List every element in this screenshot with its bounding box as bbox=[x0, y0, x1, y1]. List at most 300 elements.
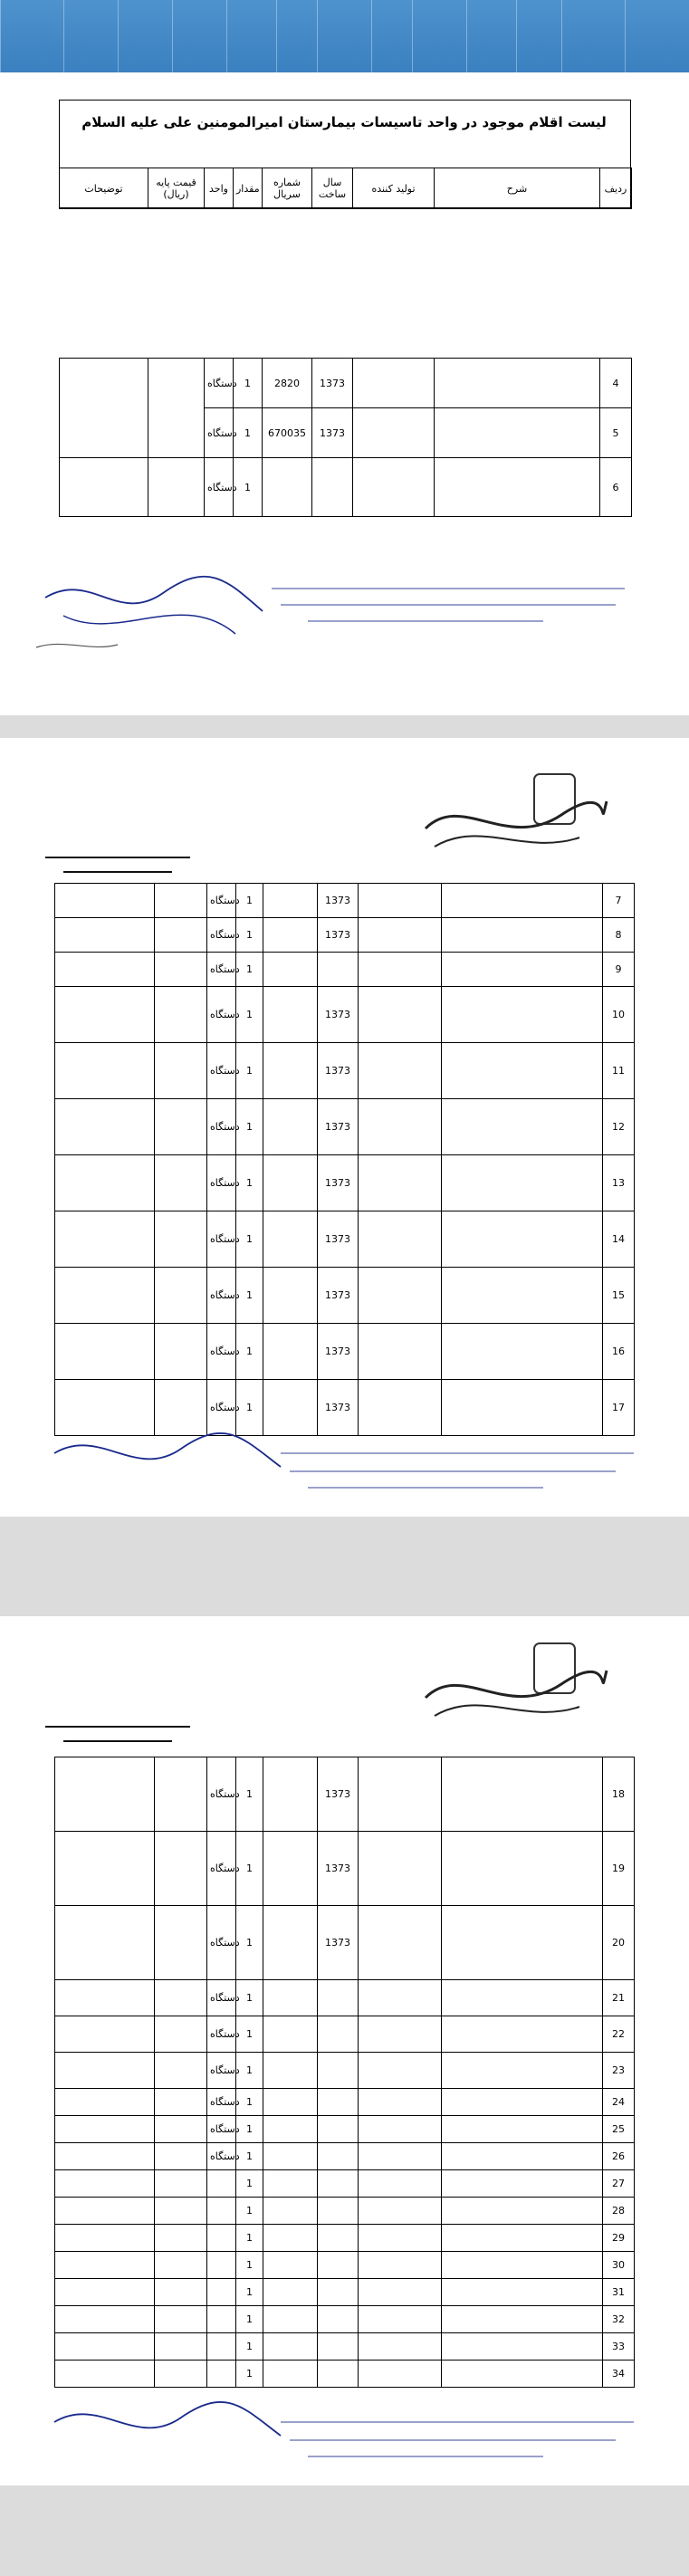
cell-unit: دستگاه bbox=[207, 1906, 236, 1980]
cell-unit: دستگاه bbox=[207, 1268, 236, 1324]
cell-serial bbox=[263, 2116, 318, 2143]
cell-qty: 1 bbox=[236, 2143, 263, 2170]
cell-serial bbox=[263, 1155, 318, 1211]
cell-maker bbox=[359, 2306, 442, 2333]
cell-serial bbox=[263, 2252, 318, 2279]
cell-qty: 1 bbox=[236, 918, 263, 953]
cell-qty: 1 bbox=[236, 2279, 263, 2306]
cell-qty: 1 bbox=[236, 2252, 263, 2279]
cell-maker bbox=[359, 2143, 442, 2170]
cell-qty: 1 bbox=[236, 2116, 263, 2143]
cell-unit: دستگاه bbox=[207, 1099, 236, 1155]
cell-maker bbox=[359, 1324, 442, 1380]
cell-unit: دستگاه bbox=[207, 2143, 236, 2170]
cell-year: 1373 bbox=[318, 1906, 359, 1980]
cell-price bbox=[155, 1757, 207, 1832]
col-serial: شماره سریال bbox=[263, 168, 312, 209]
cell-n: 14 bbox=[603, 1211, 635, 1268]
cell-maker bbox=[359, 1043, 442, 1099]
table-row bbox=[55, 2333, 635, 2361]
cell-price bbox=[155, 1980, 207, 2016]
cell-qty: 1 bbox=[236, 1980, 263, 2016]
cell-serial bbox=[263, 1980, 318, 2016]
cell-unit: دستگاه bbox=[207, 918, 236, 953]
cell-year bbox=[318, 2333, 359, 2361]
cell-maker bbox=[359, 987, 442, 1043]
cell-n: 20 bbox=[603, 1906, 635, 1980]
cell-qty: 1 bbox=[236, 1757, 263, 1832]
cell-desc bbox=[442, 2143, 603, 2170]
cell-note bbox=[55, 1980, 155, 2016]
cell-unit bbox=[207, 2225, 236, 2252]
cell-n: 25 bbox=[603, 2116, 635, 2143]
cell-year bbox=[318, 2361, 359, 2388]
cell-year bbox=[318, 2089, 359, 2116]
cell-note bbox=[55, 953, 155, 987]
cell-maker bbox=[359, 2053, 442, 2089]
cell-year bbox=[318, 2143, 359, 2170]
table-row bbox=[55, 1980, 635, 2016]
col-maker: تولید کننده bbox=[353, 168, 435, 209]
cell-desc bbox=[442, 1832, 603, 1906]
cell-maker bbox=[359, 1099, 442, 1155]
signature-stamp bbox=[36, 561, 652, 661]
cell-qty: 1 bbox=[236, 1211, 263, 1268]
cell-year: 1373 bbox=[318, 1099, 359, 1155]
items-table bbox=[54, 1757, 635, 2388]
cell-price bbox=[155, 1324, 207, 1380]
cell-price bbox=[155, 2089, 207, 2116]
cell-year bbox=[318, 2225, 359, 2252]
cell-maker bbox=[359, 2225, 442, 2252]
cell-year: 1373 bbox=[318, 1211, 359, 1268]
cell-unit: دستگاه bbox=[207, 1155, 236, 1211]
col-year: سال ساخت bbox=[312, 168, 353, 209]
cell-year: 1373 bbox=[318, 1155, 359, 1211]
cell-serial bbox=[263, 1757, 318, 1832]
cell-qty: 1 bbox=[236, 1043, 263, 1099]
cell-note bbox=[55, 1211, 155, 1268]
table-row bbox=[55, 987, 635, 1043]
cell-n: 11 bbox=[603, 1043, 635, 1099]
cell-qty: 1 bbox=[236, 1155, 263, 1211]
cell-desc bbox=[442, 2333, 603, 2361]
stamp-text bbox=[36, 1716, 199, 1752]
cell-serial bbox=[263, 2053, 318, 2089]
table-row: دستگاه 1 2820 1373 4 bbox=[60, 359, 632, 408]
cell-desc bbox=[442, 2116, 603, 2143]
cell-n: 27 bbox=[603, 2170, 635, 2198]
table-row bbox=[55, 1099, 635, 1155]
table-row bbox=[55, 1832, 635, 1906]
cell-serial bbox=[263, 1832, 318, 1906]
cell-qty: 1 bbox=[236, 2361, 263, 2388]
cell-serial bbox=[263, 987, 318, 1043]
cell-unit bbox=[207, 2198, 236, 2225]
cell-desc bbox=[442, 1757, 603, 1832]
cell-desc bbox=[442, 1155, 603, 1211]
cell-price bbox=[155, 1155, 207, 1211]
cell-unit bbox=[207, 2279, 236, 2306]
cell-qty: 1 bbox=[236, 1906, 263, 1980]
cell-desc bbox=[442, 1268, 603, 1324]
cell-price bbox=[155, 2116, 207, 2143]
cell-qty: 1 bbox=[236, 2089, 263, 2116]
cell-desc bbox=[442, 1099, 603, 1155]
table-row bbox=[55, 2306, 635, 2333]
cell-unit: دستگاه bbox=[207, 2053, 236, 2089]
cell-qty: 1 bbox=[236, 1324, 263, 1380]
cell-serial bbox=[263, 1099, 318, 1155]
cell-note bbox=[55, 2306, 155, 2333]
cell-unit: دستگاه bbox=[207, 1324, 236, 1380]
cell-price bbox=[155, 884, 207, 918]
cell-note bbox=[55, 2089, 155, 2116]
col-notes: توضیحات bbox=[60, 168, 148, 209]
cell-maker bbox=[359, 2016, 442, 2053]
table-row bbox=[55, 1268, 635, 1324]
cell-year bbox=[318, 2170, 359, 2198]
cell-n: 17 bbox=[603, 1380, 635, 1436]
cell-unit: دستگاه bbox=[207, 884, 236, 918]
cell-year bbox=[318, 2116, 359, 2143]
cell-price bbox=[155, 2225, 207, 2252]
cell-maker bbox=[359, 2333, 442, 2361]
cell-n: 28 bbox=[603, 2198, 635, 2225]
items-table-body bbox=[59, 358, 632, 517]
cell-maker bbox=[359, 2116, 442, 2143]
cell-unit bbox=[207, 2252, 236, 2279]
cell-serial bbox=[263, 1043, 318, 1099]
cell-note bbox=[55, 2116, 155, 2143]
cell-year bbox=[318, 2252, 359, 2279]
cell-note bbox=[55, 1043, 155, 1099]
cell-qty: 1 bbox=[236, 1832, 263, 1906]
cell-maker bbox=[359, 1832, 442, 1906]
cell-n: 7 bbox=[603, 884, 635, 918]
table-row bbox=[55, 1211, 635, 1268]
page-title: لیست اقلام موجود در واحد تاسیسات بیمارستان امیرالمومنین علی علیه السلام bbox=[81, 114, 607, 130]
cell-note bbox=[55, 884, 155, 918]
cell-desc bbox=[442, 918, 603, 953]
table-row bbox=[55, 2116, 635, 2143]
page-2 bbox=[0, 738, 689, 1517]
signature-stamp bbox=[36, 1426, 652, 1508]
cell-serial bbox=[263, 918, 318, 953]
cell-year: 1373 bbox=[318, 1832, 359, 1906]
cell-serial bbox=[263, 2333, 318, 2361]
table-row bbox=[55, 2198, 635, 2225]
cell-serial bbox=[263, 2279, 318, 2306]
cell-qty: 1 bbox=[236, 2016, 263, 2053]
cell-price bbox=[155, 2143, 207, 2170]
cell-maker bbox=[359, 2089, 442, 2116]
cell-year bbox=[318, 2306, 359, 2333]
cell-n: 13 bbox=[603, 1155, 635, 1211]
cell-n: 21 bbox=[603, 1980, 635, 2016]
cell-desc bbox=[442, 987, 603, 1043]
cell-qty: 1 bbox=[236, 953, 263, 987]
col-unit: واحد bbox=[205, 168, 234, 209]
cell-qty: 1 bbox=[236, 2225, 263, 2252]
cell-maker bbox=[359, 918, 442, 953]
cell-unit: دستگاه bbox=[207, 1043, 236, 1099]
cell-year: 1373 bbox=[318, 1324, 359, 1380]
items-table-header bbox=[59, 168, 632, 209]
cell-n: 34 bbox=[603, 2361, 635, 2388]
table-row bbox=[55, 2170, 635, 2198]
cell-year: 1373 bbox=[318, 1757, 359, 1832]
cell-price bbox=[155, 2252, 207, 2279]
col-row-num: ردیف bbox=[600, 168, 632, 209]
cell-n: 33 bbox=[603, 2333, 635, 2361]
cell-year bbox=[318, 2198, 359, 2225]
cell-maker bbox=[359, 2361, 442, 2388]
cell-price bbox=[155, 2333, 207, 2361]
cell-note bbox=[55, 1757, 155, 1832]
cell-price bbox=[155, 1832, 207, 1906]
cell-unit: دستگاه bbox=[207, 2089, 236, 2116]
cell-n: 8 bbox=[603, 918, 635, 953]
cell-serial bbox=[263, 2198, 318, 2225]
cell-n: 30 bbox=[603, 2252, 635, 2279]
cell-desc bbox=[442, 2089, 603, 2116]
cell-serial bbox=[263, 953, 318, 987]
table-row: دستگاه 1 6 bbox=[60, 458, 632, 517]
cell-qty: 1 bbox=[236, 2198, 263, 2225]
table-row bbox=[55, 2225, 635, 2252]
cell-note bbox=[55, 1268, 155, 1324]
cell-serial bbox=[263, 2016, 318, 2053]
cell-year: 1373 bbox=[318, 918, 359, 953]
cell-desc bbox=[442, 1043, 603, 1099]
col-price: قیمت پایه (ریال) bbox=[148, 168, 205, 209]
cell-unit: دستگاه bbox=[207, 1757, 236, 1832]
table-row bbox=[55, 1155, 635, 1211]
cell-price bbox=[155, 1043, 207, 1099]
cell-year: 1373 bbox=[318, 1043, 359, 1099]
cell-note bbox=[55, 2170, 155, 2198]
cell-serial bbox=[263, 2225, 318, 2252]
cell-note bbox=[55, 987, 155, 1043]
cell-note bbox=[55, 2016, 155, 2053]
cell-n: 24 bbox=[603, 2089, 635, 2116]
cell-qty: 1 bbox=[236, 987, 263, 1043]
university-logo bbox=[426, 765, 607, 865]
table-row bbox=[55, 2252, 635, 2279]
cell-unit: دستگاه bbox=[207, 2116, 236, 2143]
cell-serial bbox=[263, 1268, 318, 1324]
cell-n: 18 bbox=[603, 1757, 635, 1832]
table-row bbox=[55, 918, 635, 953]
cell-n: 29 bbox=[603, 2225, 635, 2252]
cell-price bbox=[155, 918, 207, 953]
cell-price bbox=[155, 1268, 207, 1324]
cell-unit bbox=[207, 2333, 236, 2361]
cell-desc bbox=[442, 1906, 603, 1980]
table-row: دستگاه 1 670035 1373 5 bbox=[60, 408, 632, 458]
col-desc: شرح bbox=[435, 168, 600, 209]
cell-maker bbox=[359, 1268, 442, 1324]
cell-n: 16 bbox=[603, 1324, 635, 1380]
cell-price bbox=[155, 1099, 207, 1155]
cell-serial bbox=[263, 2361, 318, 2388]
table-row bbox=[55, 2143, 635, 2170]
cell-maker bbox=[359, 2170, 442, 2198]
cell-year bbox=[318, 2016, 359, 2053]
cell-desc bbox=[442, 1211, 603, 1268]
cell-qty: 1 bbox=[236, 2053, 263, 2089]
table-row bbox=[55, 2089, 635, 2116]
cell-note bbox=[55, 2053, 155, 2089]
table-row bbox=[55, 1043, 635, 1099]
items-table bbox=[54, 883, 635, 1436]
stamp-text bbox=[36, 847, 199, 883]
cell-n: 9 bbox=[603, 953, 635, 987]
cell-n: 12 bbox=[603, 1099, 635, 1155]
cell-maker bbox=[359, 953, 442, 987]
cell-desc bbox=[442, 1324, 603, 1380]
cell-price bbox=[155, 2198, 207, 2225]
cell-n: 10 bbox=[603, 987, 635, 1043]
cell-unit bbox=[207, 2361, 236, 2388]
table-row bbox=[55, 2053, 635, 2089]
page-1 bbox=[0, 0, 689, 715]
cell-n: 23 bbox=[603, 2053, 635, 2089]
cell-serial bbox=[263, 2089, 318, 2116]
table-row bbox=[55, 2361, 635, 2388]
cell-desc bbox=[442, 953, 603, 987]
cell-serial bbox=[263, 2143, 318, 2170]
cell-desc bbox=[442, 2252, 603, 2279]
cell-serial bbox=[263, 884, 318, 918]
cell-maker bbox=[359, 1211, 442, 1268]
cell-serial bbox=[263, 1211, 318, 1268]
cell-qty: 1 bbox=[236, 2170, 263, 2198]
cell-n: 31 bbox=[603, 2279, 635, 2306]
cell-maker bbox=[359, 1980, 442, 2016]
cell-unit: دستگاه bbox=[207, 953, 236, 987]
cell-note bbox=[55, 1906, 155, 1980]
cell-note bbox=[55, 918, 155, 953]
cell-note bbox=[55, 1155, 155, 1211]
cell-desc bbox=[442, 2361, 603, 2388]
cell-n: 22 bbox=[603, 2016, 635, 2053]
cell-maker bbox=[359, 1906, 442, 1980]
cell-price bbox=[155, 2016, 207, 2053]
cell-desc bbox=[442, 2170, 603, 2198]
cell-year: 1373 bbox=[318, 987, 359, 1043]
cell-note bbox=[55, 2225, 155, 2252]
table-row bbox=[55, 1906, 635, 1980]
cell-qty: 1 bbox=[236, 1268, 263, 1324]
cell-unit bbox=[207, 2170, 236, 2198]
cell-price bbox=[155, 2279, 207, 2306]
cell-price bbox=[155, 2170, 207, 2198]
cell-unit: دستگاه bbox=[207, 2016, 236, 2053]
signature-stamp bbox=[36, 2395, 652, 2476]
cell-year bbox=[318, 2279, 359, 2306]
cell-note bbox=[55, 2333, 155, 2361]
cell-year: 1373 bbox=[318, 1268, 359, 1324]
cell-note bbox=[55, 2279, 155, 2306]
cell-n: 19 bbox=[603, 1832, 635, 1906]
cell-year: 1373 bbox=[318, 1380, 359, 1436]
cell-note bbox=[55, 2198, 155, 2225]
form-header-strip bbox=[0, 0, 689, 72]
cell-maker bbox=[359, 2252, 442, 2279]
cell-note bbox=[55, 1324, 155, 1380]
cell-desc bbox=[442, 2016, 603, 2053]
cell-unit: دستگاه bbox=[207, 1380, 236, 1436]
cell-desc bbox=[442, 2225, 603, 2252]
col-qty: مقدار bbox=[234, 168, 263, 209]
cell-note bbox=[55, 1832, 155, 1906]
cell-note bbox=[55, 2361, 155, 2388]
cell-note bbox=[55, 2252, 155, 2279]
table-row bbox=[55, 1324, 635, 1380]
cell-qty: 1 bbox=[236, 1099, 263, 1155]
cell-unit bbox=[207, 2306, 236, 2333]
cell-desc bbox=[442, 2053, 603, 2089]
cell-price bbox=[155, 2053, 207, 2089]
table-row bbox=[55, 2016, 635, 2053]
cell-maker bbox=[359, 1757, 442, 1832]
cell-price bbox=[155, 2306, 207, 2333]
table-row bbox=[55, 884, 635, 918]
cell-desc bbox=[442, 2279, 603, 2306]
cell-unit: دستگاه bbox=[207, 1211, 236, 1268]
table-row bbox=[55, 953, 635, 987]
cell-desc bbox=[442, 884, 603, 918]
cell-desc bbox=[442, 1980, 603, 2016]
cell-year bbox=[318, 953, 359, 987]
cell-unit: دستگاه bbox=[207, 987, 236, 1043]
cell-serial bbox=[263, 1906, 318, 1980]
cell-n: 15 bbox=[603, 1268, 635, 1324]
cell-note bbox=[55, 1099, 155, 1155]
cell-serial bbox=[263, 1324, 318, 1380]
cell-year: 1373 bbox=[318, 884, 359, 918]
cell-year bbox=[318, 2053, 359, 2089]
cell-maker bbox=[359, 1155, 442, 1211]
cell-note bbox=[55, 2143, 155, 2170]
page-3 bbox=[0, 1616, 689, 2485]
cell-n: 32 bbox=[603, 2306, 635, 2333]
cell-qty: 1 bbox=[236, 2306, 263, 2333]
cell-unit: دستگاه bbox=[207, 1980, 236, 2016]
cell-serial bbox=[263, 2170, 318, 2198]
cell-serial bbox=[263, 2306, 318, 2333]
cell-unit: دستگاه bbox=[207, 1832, 236, 1906]
cell-maker bbox=[359, 2279, 442, 2306]
cell-desc bbox=[442, 2198, 603, 2225]
cell-qty: 1 bbox=[236, 1380, 263, 1436]
cell-desc bbox=[442, 2306, 603, 2333]
cell-price bbox=[155, 1211, 207, 1268]
cell-price bbox=[155, 2361, 207, 2388]
table-row bbox=[55, 2279, 635, 2306]
cell-price bbox=[155, 953, 207, 987]
table-row bbox=[55, 1757, 635, 1832]
cell-price bbox=[155, 987, 207, 1043]
cell-qty: 1 bbox=[236, 2333, 263, 2361]
university-logo bbox=[426, 1634, 607, 1734]
cell-maker bbox=[359, 884, 442, 918]
cell-maker bbox=[359, 2198, 442, 2225]
cell-n: 26 bbox=[603, 2143, 635, 2170]
cell-qty: 1 bbox=[236, 884, 263, 918]
